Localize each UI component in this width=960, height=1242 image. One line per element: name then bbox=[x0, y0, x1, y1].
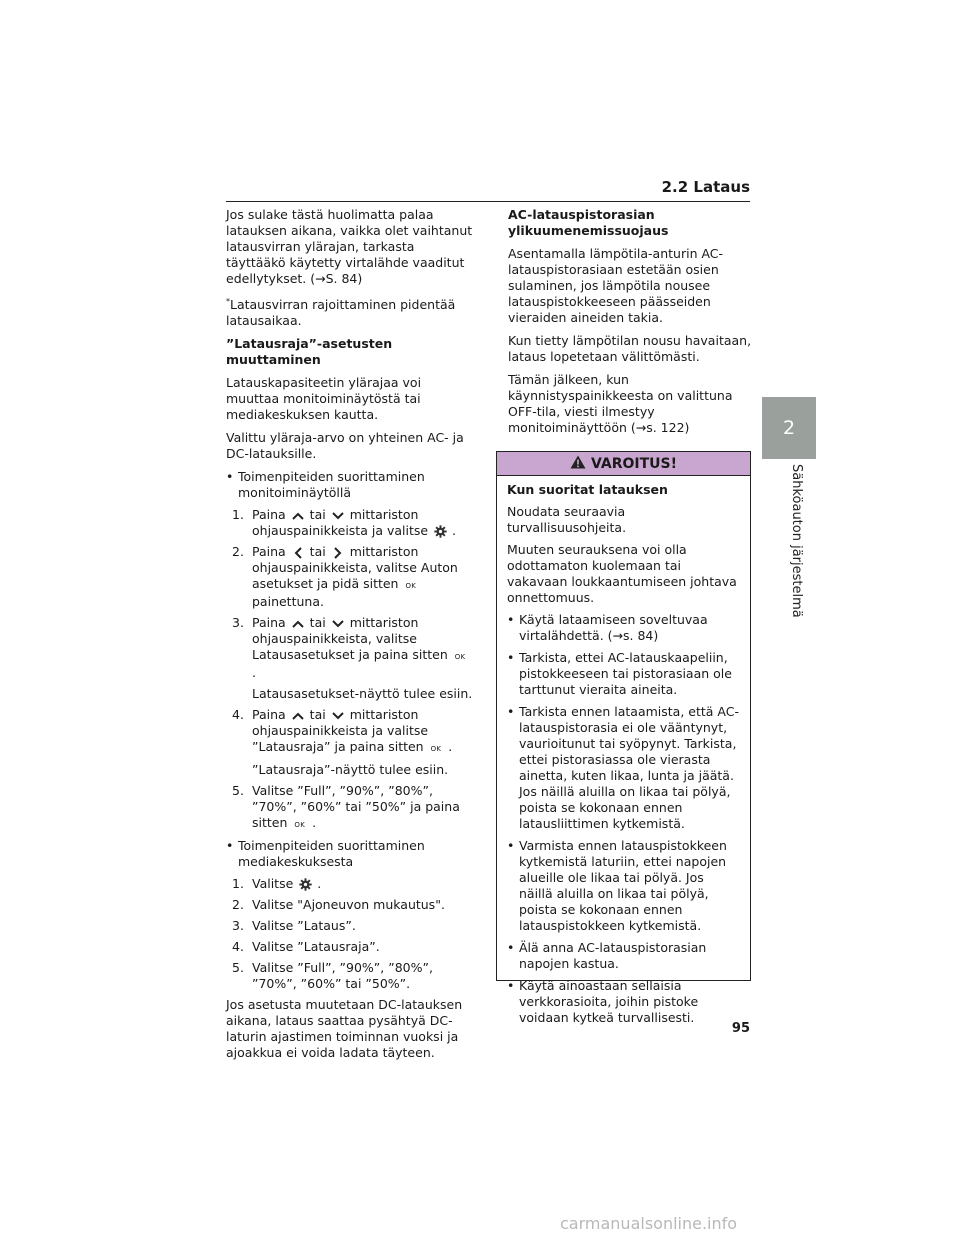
step-text-part: Paina bbox=[252, 507, 286, 523]
step-text-part: tai bbox=[309, 544, 326, 560]
bullet-text: Toimenpiteiden suorittaminen monitoiminäytöllä bbox=[238, 469, 425, 501]
step-1 bbox=[232, 507, 476, 539]
ok-button-icon: OK bbox=[405, 582, 417, 591]
step-text-part: tai bbox=[309, 615, 326, 631]
step-1 bbox=[232, 876, 476, 892]
gear-icon bbox=[432, 526, 448, 538]
step-text-part: Valitse bbox=[252, 876, 294, 892]
chevron-up-icon bbox=[290, 510, 306, 522]
warning-subheading: Kun suoritat latauksen bbox=[507, 482, 668, 497]
footnote bbox=[226, 294, 476, 329]
warning-item bbox=[507, 838, 740, 934]
step-text: Valitse ”Lataus”. bbox=[252, 918, 356, 934]
bullet-item bbox=[226, 469, 476, 501]
warning-item bbox=[507, 650, 740, 698]
step-text-part: . bbox=[448, 739, 453, 755]
warning-title: VAROITUS! bbox=[591, 455, 677, 472]
warning-item-text: Varmista ennen latauspistokkeen kytkemistä laturiin, ettei napojen alueille ole likaa tai pölyä. Jos näillä aluilla on likaa tai pölyä, poista se kokonaan ennen latauspistokkeen kytkemistä. bbox=[519, 838, 727, 933]
warning-box bbox=[496, 451, 751, 1025]
step-number: 4. bbox=[232, 939, 244, 955]
section-title: 2.2 Lataus bbox=[661, 178, 750, 196]
step-3 bbox=[232, 918, 476, 934]
paragraph: Jos asetusta muutetaan DC-latauksen aikana, lataus saattaa pysähtyä DC-laturin ajastimen toiminnan vuoksi ja ajoakkua ei voida ladata täyteen. bbox=[226, 997, 463, 1061]
paragraph: Asentamalla lämpötila-anturin AC-latauspistorasiaan estetään osien sulaminen, jos lämpötila nousee latauspistokkeeseen päässeiden vieraiden aineiden takia. bbox=[508, 246, 724, 325]
step-4 bbox=[232, 939, 476, 955]
section-heading: ”Latausraja”-asetusten muuttaminen bbox=[226, 336, 393, 368]
bullet-mark: • bbox=[507, 650, 515, 665]
left-column bbox=[226, 207, 476, 1068]
step-text bbox=[252, 707, 476, 757]
warning-item-text: Tarkista ennen lataamista, että AC-latauspistorasia ei ole vääntynyt, vaurioitunut tai syöpynyt. Tarkista, ettei pistorasiassa ole vierasta ainetta, kuten likaa, lunta ja jäätä. Jos näillä aluilla on likaa tai pölyä, poista se kokonaan ennen latausliittimen kytkemistä. bbox=[519, 704, 739, 831]
bullet-text: Toimenpiteiden suorittaminen mediakeskuksesta bbox=[238, 838, 425, 870]
step-number: 3. bbox=[232, 615, 244, 631]
warning-paragraph: Muuten seurauksena voi olla odottamaton kuolemaan tai vakavaan loukkaantumiseen johtava onnettomuus. bbox=[507, 542, 737, 605]
step-text: Valitse ”Latausraja”. bbox=[252, 939, 380, 955]
step-text bbox=[252, 876, 476, 892]
paragraph: Kun tietty lämpötilan nousu havaitaan, lataus lopetetaan välittömästi. bbox=[508, 333, 752, 364]
chevron-left-icon bbox=[290, 547, 306, 559]
step-number: 4. bbox=[232, 707, 244, 723]
step-number: 1. bbox=[232, 876, 244, 892]
step-text-part: . bbox=[312, 815, 317, 831]
step-text-part: tai bbox=[309, 507, 326, 523]
warning-header bbox=[497, 452, 750, 476]
warning-item-text: Älä anna AC-latauspistorasian napojen kastua. bbox=[519, 940, 707, 971]
step-text-part: mittariston ohjauspainikkeista, valitse Auton asetukset ja pidä sitten bbox=[252, 544, 458, 592]
bullet-mark: • bbox=[507, 978, 515, 993]
step-number: 2. bbox=[232, 544, 244, 560]
paragraph: Valittu yläraja-arvo on yhteinen AC- ja DC-latauksille. bbox=[226, 430, 464, 462]
header-rule bbox=[226, 201, 750, 202]
step-number: 3. bbox=[232, 918, 244, 934]
step-text-part: . bbox=[317, 876, 322, 892]
gear-icon bbox=[297, 879, 313, 891]
chevron-up-icon bbox=[290, 618, 306, 630]
step-text bbox=[252, 783, 476, 833]
step-text bbox=[252, 615, 476, 681]
bullet-mark: • bbox=[507, 704, 515, 719]
step-text-part: painettuna. bbox=[252, 594, 324, 610]
step-text-part: Paina bbox=[252, 707, 286, 723]
warning-item bbox=[507, 940, 740, 972]
footnote-text: Latausvirran rajoittaminen pidentää latausaikaa. bbox=[226, 297, 456, 329]
step-text-part: mittariston ohjauspainikkeista ja valitse bbox=[252, 507, 429, 539]
chapter-number: 2 bbox=[782, 417, 796, 439]
step-text-part: mittariston ohjauspainikkeista, valitse Latausasetukset ja paina sitten bbox=[252, 615, 448, 663]
footnote-star: * bbox=[226, 297, 230, 306]
step-text: Valitse "Ajoneuvon mukautus". bbox=[252, 897, 445, 913]
step-text-part: . bbox=[252, 665, 256, 681]
step-2 bbox=[232, 544, 476, 610]
chevron-down-icon bbox=[330, 510, 346, 522]
warning-triangle-icon bbox=[570, 455, 586, 473]
warning-item-text: Tarkista, ettei AC-latauskaapeliin, pistokkeeseen tai pistorasiaan ole tarttunut vieraita aineita. bbox=[519, 650, 732, 697]
bullet-item bbox=[226, 838, 476, 870]
ok-button-icon: OK bbox=[294, 821, 306, 830]
step-5 bbox=[232, 783, 476, 833]
step-number: 5. bbox=[232, 783, 244, 799]
warning-item bbox=[507, 704, 740, 832]
chevron-up-icon bbox=[290, 710, 306, 722]
chevron-down-icon bbox=[330, 710, 346, 722]
step-number: 2. bbox=[232, 897, 244, 913]
step-result: ”Latausraja”-näyttö tulee esiin. bbox=[252, 762, 449, 778]
step-5 bbox=[232, 960, 476, 992]
paragraph: Tämän jälkeen, kun käynnistyspainikkeesta on valittuna OFF-tila, viesti ilmestyy monitoiminäyttöön (→s. 122) bbox=[508, 372, 733, 435]
step-number: 1. bbox=[232, 507, 244, 523]
warning-item bbox=[507, 612, 740, 644]
step-text-part: tai bbox=[309, 707, 326, 723]
step-2 bbox=[232, 897, 476, 913]
step-text: Valitse ”Full”, ”90%”, ”80%”, ”70%”, ”60%” tai ”50%”. bbox=[252, 960, 433, 992]
chapter-title: Sähköauton järjestelmä bbox=[789, 464, 804, 618]
paragraph: Latauskapasiteetin ylärajaa voi muuttaa monitoiminäytöstä tai mediakeskuksen kautta. bbox=[226, 375, 422, 423]
step-text-part: Paina bbox=[252, 615, 286, 631]
step-number: 5. bbox=[232, 960, 244, 976]
step-text-part: mittariston ohjauspainikkeista ja valitse ”Latausraja” ja paina sitten bbox=[252, 707, 429, 755]
chevron-down-icon bbox=[330, 618, 346, 630]
right-column bbox=[508, 207, 752, 443]
ok-button-icon: OK bbox=[430, 745, 442, 754]
step-text bbox=[252, 544, 476, 610]
bullet-mark: • bbox=[507, 612, 515, 627]
section-heading: AC-latauspistorasian ylikuumenemissuojaus bbox=[508, 207, 669, 238]
step-result: Latausasetukset-näyttö tulee esiin. bbox=[252, 686, 473, 702]
step-3 bbox=[232, 615, 476, 681]
step-text-part: . bbox=[452, 523, 457, 539]
step-text bbox=[252, 507, 476, 539]
chevron-right-icon bbox=[330, 547, 346, 559]
step-4 bbox=[232, 707, 476, 757]
chapter-tab bbox=[762, 397, 816, 459]
bullet-mark: • bbox=[507, 838, 515, 853]
bullet-mark: • bbox=[226, 469, 234, 485]
ok-button-icon: OK bbox=[454, 653, 466, 662]
bullet-mark: • bbox=[507, 940, 515, 955]
warning-item-text: Käytä lataamiseen soveltuvaa virtalähdettä. (→s. 84) bbox=[519, 612, 708, 643]
page-number: 95 bbox=[731, 1021, 750, 1036]
bullet-mark: • bbox=[226, 838, 234, 854]
step-text-part: Valitse ”Full”, ”90%”, ”80%”, ”70%”, ”60%” tai ”50%” ja paina sitten bbox=[252, 783, 460, 831]
step-text-part: Paina bbox=[252, 544, 286, 560]
watermark: carmanualsonline.info bbox=[560, 1214, 738, 1233]
warning-item bbox=[507, 978, 740, 1026]
warning-item-text: Käytä ainoastaan sellaisia verkkorasioita, joihin pistoke voidaan kytkeä turvallisesti. bbox=[519, 978, 699, 1025]
paragraph: Jos sulake tästä huolimatta palaa latauksen aikana, vaikka olet vaihtanut latausvirran ylärajan, tarkasta täyttääkö käytetty virtalähde vaaditut edellytykset. (→S. 84) bbox=[226, 207, 473, 286]
warning-body bbox=[497, 476, 750, 1026]
warning-paragraph: Noudata seuraavia turvallisuusohjeita. bbox=[507, 504, 627, 535]
